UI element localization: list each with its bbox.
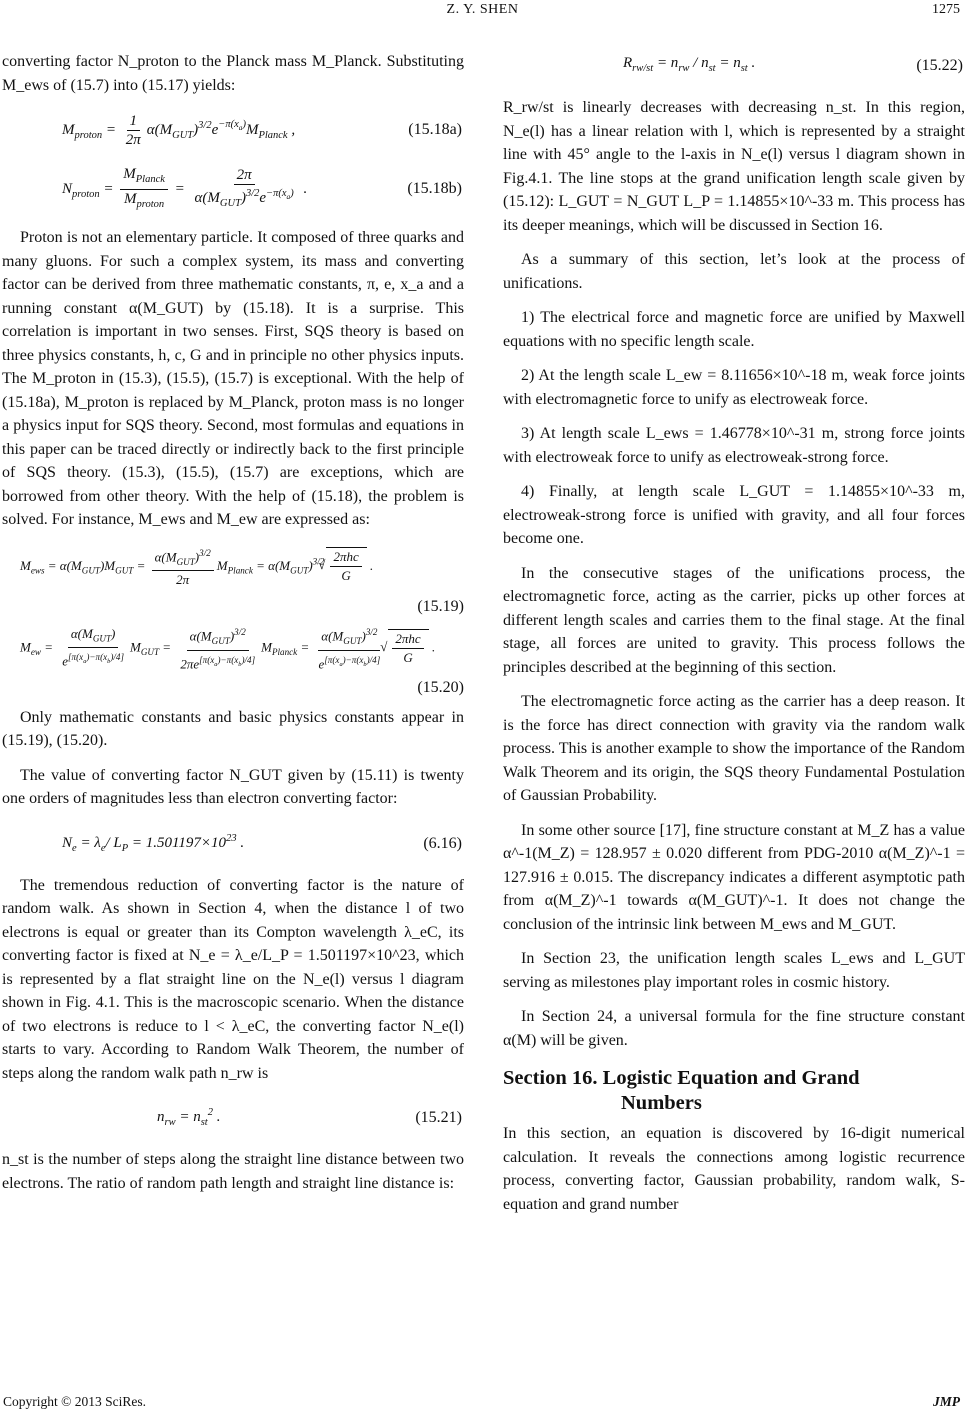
equation-body: $M_{ew}$ = $\frac{\alpha(M_{GUT})}{e^{[\pi(x_a)-\pi(x_b)/4]}}$ $M_{GUT}$ = $\frac{\alpha(M_{GUT})^{3/2}}{2\pi e^{[\pi(x_a)-\pi(x_b)/4]}}$ $M_{Planck}$ = $\frac{\alpha(M_{GUT})^{3/2}}{e^{[\pi(x_a)-\pi(x_b)/4]}}$ √ $\frac{\text{2πhc}}{G}$ . [20,623,435,674]
left-column [2,50,464,1206]
paragraph: Proton is not an elementary particle. It composed of three quarks and many gluons. For such a complex system, its mass and converting factor can be derived from three mathematic constants, π, e, x_a and a running constant α(M_GUT) by (15.18). It is a surprise. This correlation is important in two senses. First, SQS theory is based on three physics constants, h, c, G and in principle no other physics inputs. The M_proton in (15.3), (15.5), (15.7) is exceptional. With the help of (15.18a), M_proton is replaced by M_Planck, proton mass is no longer a physics input for SQS theory. Second, most formulas and equations in this paper can be traced directly or indirectly back to the first principle of SQS theory. (15.3), (15.5), (15.7) are exceptions, which are borrowed from other theory. With the help of (15.18), the problem is solved. For instance, M_ews and M_ew are expressed as: [2,229,464,528]
equation-number: (6.16) [423,834,462,852]
paragraph: The electromagnetic force acting as the carrier has a deep reason. It is the force has direct connection with gravity via the random walk process. This is another example to show the importance of the Random Walk Theorem and its origin, the SQS theory Fundamental Postulation of Gaussian Probability. [503,693,965,804]
copyright: Copyright © 2013 SciRes. [3,1394,147,1409]
running-author: Z. Y. SHEN [446,2,519,17]
paragraph: The tremendous reduction of converting factor is the nature of random walk. As shown in Section 4, when the distance l of two electrons is equal or greater than its Compton wavelength λ_eC, its converting factor is fixed at N_e = λ_e/L_P = 1.501197×10^23, which is represented by a flat straight line on the N_e(l) versus l diagram shown in Fig. 4.1. This is the macroscopic scenario. When the distance of two electrons is reduce to l < λ_eC, the converting factor N_e(l) starts to vary. According to Random Walk Theorem, the number of steps along the random walk path n_rw is [2,876,464,1082]
paragraph: The value of converting factor N_GUT given by (15.11) is twenty one orders of magnitudes less than electron converting factor: [2,766,464,807]
equation-15-21 [2,1096,464,1140]
equation-15-18a [2,108,464,152]
equation-body: $M_{proton}$ = $\frac{1}{2\pi}$ $\alpha(M_{GUT})^{3/2}e^{-\pi(x_a)}M_{Planck}$ , [62,112,296,148]
equation-body: $n_{rw} = n_{st}^2$ . [157,1107,221,1129]
equation-15-22 [503,44,965,88]
paragraph: In Section 24, a universal formula for the fine structure constant α(M) will be given. [503,1008,965,1049]
paragraph: In Section 23, the unification length scales L_ews and L_GUT serving as milestones play important roles in cosmic history. [503,950,965,991]
equation-number: (15.19) [417,597,464,615]
paragraph: As a summary of this section, let’s look at the process of unifications. [503,251,965,292]
equation-number: (15.21) [415,1109,462,1127]
equation-body: $N_e = \lambda_e/$ $L_P = 1.501197\times 10^{23}$ . [62,832,245,854]
paragraph: n_st is the number of steps along the straight line distance between two electrons. The ratio of random path length and straight line distance is: [2,1151,464,1192]
paragraph: R_rw/st is linearly decreases with decreasing n_st. In this region, N_e(l) has a linear relation with l, which is represented by a straight line with 45° angle to the l-axis in N_e(l) versus l diagram shown in Fig.4.1. The line stops at the grand unification length scale given by (15.12): L_GUT = N_GUT L_P = 1.14855×10^-33 m. This process has its deeper meanings, which will be discussed in Section 16. [503,99,965,234]
equation-body: $R_{rw/st} = n_{rw} / n_{st} = n_{st}$ . [623,54,756,74]
paragraph: In this section, an equation is discovered by 16-digit numerical calculation. It reveals the connections among logistic recurrence process, converting factor, Gaussian probability, random walk, S-equation and grand number [503,1125,965,1213]
equation-number: (15.18a) [408,121,462,139]
journal-name: JMP [933,1394,960,1409]
paragraph: converting factor N_proton to the Planck mass M_Planck. Substituting M_ews of (15.7) into (15.17) yields: [2,53,464,94]
paragraph: 2) At the length scale L_ew = 8.11656×10^-18 m, weak force joints with electromagnetic force to unify as electroweak force. [503,367,965,408]
equation-body: $M_{ews} = \alpha(M_{GUT})M_{GUT}$ = $\frac{\alpha(M_{GUT})^{3/2}}{2\pi}$ $M_{Planck} = \alpha(M_{GUT})^{3/2}$ √ $\frac{\text{2πhc}}{G}$ . [20,544,373,590]
equation-number: (15.18b) [407,180,462,198]
page-number: 1275 [932,2,960,17]
page-header [0,0,965,30]
equation-number: (15.22) [916,57,963,75]
right-column [503,50,965,1227]
paragraph: In some other source [17], fine structure constant at M_Z has a value α^-1(M_Z) = 128.957 ± 0.020 different from PDG-2010 α(M_Z)^-1 = 127.916 ± 0.015. The discrepancy indicates a different asymptotic path from α(M_Z)^-1 towards α(M_GUT)^-1. It does not change the conclusion of the intrinsic link between M_ews and M_GUT. [503,821,965,933]
paragraph: 4) Finally, at length scale L_GUT = 1.14855×10^-33 m, electroweak-strong force is unified with gravity, and all four forces become one. [503,483,965,547]
section-title-line-1: Section 16. Logistic Equation and Grand [503,1067,860,1089]
equation-15-18b [2,160,464,218]
equation-body: $N_{proton}$ = $\frac{M_{Planck}}{M_{proton}}$ = $\frac{2\pi}{\alpha(M_{GUT})^{3/2}e^{-\pi(x_a)}}$ . [62,165,308,210]
paragraph: 3) At length scale L_ews = 1.46778×10^-31 m, strong force joints with electroweak force to unify as electroweak-strong force. [503,425,965,466]
paragraph: 1) The electrical force and magnetic force are unified by Maxwell equations with no specific length scale. [503,309,965,350]
paragraph: Only mathematic constants and basic physics constants appear in (15.19), (15.20). [2,708,464,749]
equation-15-20 [2,624,464,672]
section-title-line-2: Numbers [621,1092,702,1114]
section-heading [503,1066,965,1116]
equation-15-19 [2,543,464,591]
paragraph: In the consecutive stages of the unifications process, the electromagnetic force, acting as the carrier, picks up other forces at different length scales and carries them to the final stage. At the final stage, all forces are united to gravity. This process follows the principles described at the beginning of this section. [503,564,965,676]
equation-number: (15.20) [417,679,464,696]
equation-6-16 [2,822,464,866]
